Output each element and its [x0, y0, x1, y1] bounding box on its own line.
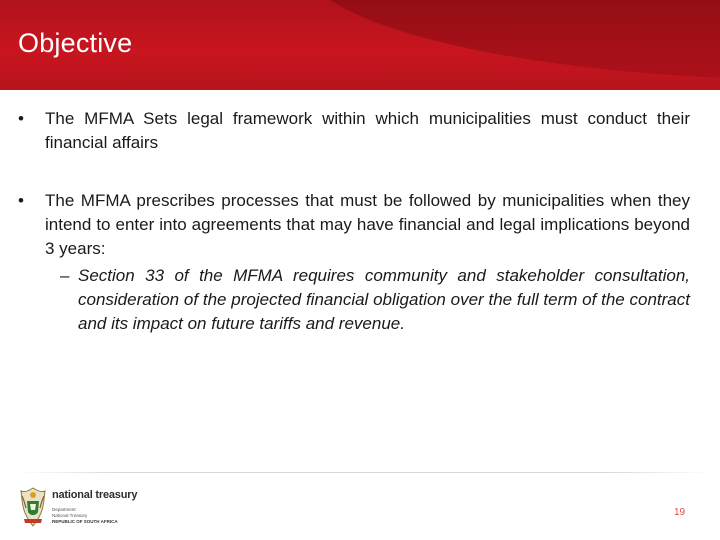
- title-bar: [0, 0, 720, 90]
- logo-name: national treasury: [52, 489, 138, 501]
- sub-bullet-text: Section 33 of the MFMA requires community and stakeholder consultation, consideration of the projected financial obligation over the full term of the contract and its impact on future tariffs and revenue.: [78, 266, 690, 333]
- footer-divider: [14, 472, 714, 473]
- bullet-text: The MFMA Sets legal framework within which municipalities must conduct their financial affairs: [45, 109, 690, 152]
- bullet-marker: •: [18, 109, 24, 128]
- page-number: 19: [674, 507, 686, 518]
- bullet-item: [18, 107, 690, 155]
- bullet-marker: •: [18, 191, 24, 210]
- coat-of-arms-icon: [18, 486, 48, 528]
- sub-bullet-item: [60, 264, 690, 336]
- title-bar-swoosh: [300, 0, 720, 80]
- national-treasury-logo: [18, 486, 158, 530]
- bullet-text: The MFMA prescribes processes that must be followed by municipalities when they intend to enter into agreements that may have financial and legal implications beyond 3 years:: [45, 191, 690, 258]
- slide-title: Objective: [18, 28, 133, 58]
- bullet-item: [18, 189, 690, 261]
- logo-line-department: Department:: [52, 507, 77, 512]
- logo-line-treasury: National Treasury: [52, 513, 88, 518]
- sub-bullet-marker: –: [60, 266, 70, 285]
- logo-line-country: REPUBLIC OF SOUTH AFRICA: [52, 519, 118, 524]
